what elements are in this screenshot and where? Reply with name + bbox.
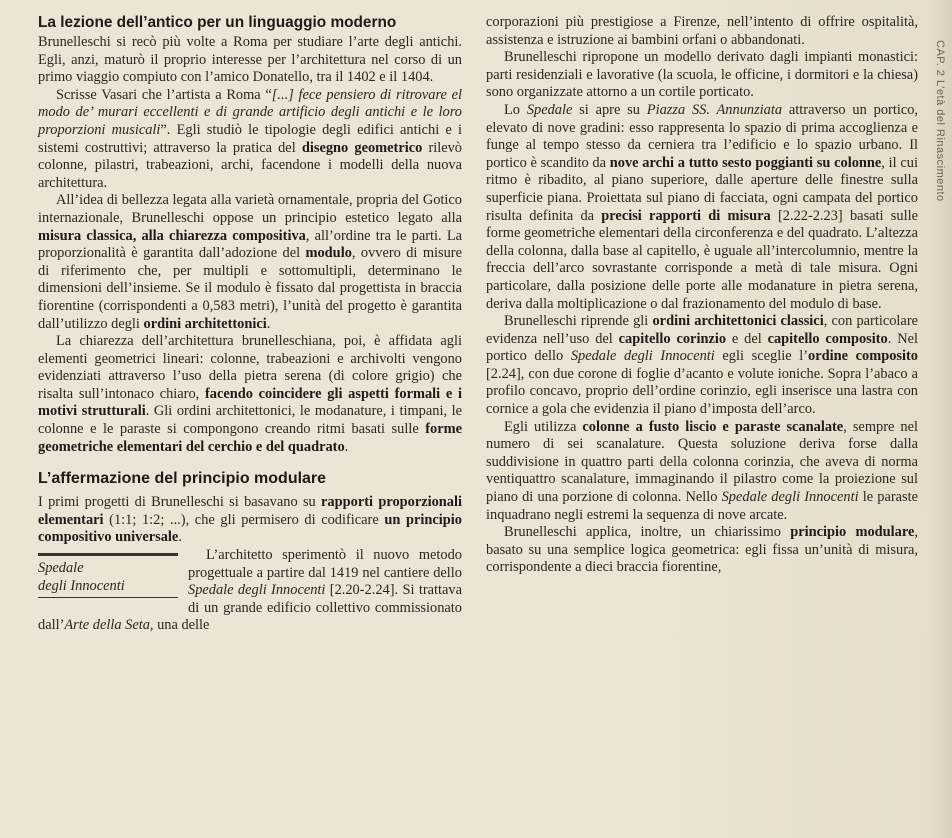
paragraph-portico: Lo Spedale si apre su Piazza SS. Annunziata attraverso un portico, elevato di nove gradini: esso rappresenta lo spazio di prima accoglienza e funge al tempo stesso da cerniera tra l’edificio e lo spazio urbano. Il portico è scandito da nove archi a tutto sesto poggianti su colonne, il cui ritmo è ribadito, al piano superiore, dalle aperture delle finestre sulla superficie piana. Proiettata sul piano di facciata, ogni campata del portico risulta definita da precisi rapporti di misura [2.22-2.23] basati sulle forme geometriche elementari della circonferenza e del quadrato. L’altezza della colonna, dalla base al capitello, è uguale all’intercolumnio, mentre la freccia dell’arco sovrastante corrisponde a metà di tale misura. Ogni particolare, dalla posizione delle porte alle modanature in pietra serena, deriva dalla moltiplicazione o dal frazionamento del modulo di base. xyxy=(486,101,918,312)
edge-chapter-label: CAP. 2 L’età del Rinascimento xyxy=(934,40,946,202)
paragraph-spedale: L’architetto sperimentò il nuovo metodo progettuale a partire dal 1419 nel cantiere dello Spedale degli Innocenti [2.20-2.24]. Si trattava di un grande edificio collettivo commissionato dall’Arte della Seta, una delle xyxy=(38,547,462,634)
paragraph-modular-principle: Brunelleschi applica, inoltre, un chiarissimo principio modulare, basato su una semplice logica geometrica: egli fissa un’unità di misura, corrispondente a dieci braccia fiorentine, xyxy=(486,524,918,576)
right-column xyxy=(486,14,918,577)
paragraph-rome-study: Brunelleschi si recò più volte a Roma per studiare l’arte degli antichi. Egli, anzi, maturò il proprio interesse per l’architettura nel corso di un primo viaggio compiuto con l’amico Donatello, tra il 1402 e il 1404. xyxy=(38,34,462,86)
section-heading-modular: L’affermazione del principio modulare xyxy=(38,470,327,488)
paragraph-columns: Egli utilizza colonne a fusto liscio e paraste scanalate, sempre nel numero di sei scanalature. Questa soluzione deriva forse dalla suddivisione in quattro parti della colonna corinzia, che aveva di norma ventiquattro scanalature, immaginando il pilastro come la proiezione sul piano di una porzione di colonna. Nello Spedale degli Innocenti le paraste inquadrano negli estremi la sequenza di nove arcate. xyxy=(486,418,918,523)
paragraph-vasari: Scrisse Vasari che l’artista a Roma “[...] fece pensiero di ritrovare el modo de’ murari eccellenti e di grande artificio degli antichi e le loro proporzioni musicali”. Egli studiò le tipologie degli edifici antichi e i sistemi costruttivi; attraverso la pratica del disegno geometrico rilevò colonne, pilastri, trabeazioni, archi, facendone i modelli della nuova architettura. xyxy=(38,86,463,191)
side-label-rule-bottom xyxy=(38,597,178,598)
side-label-line2: degli Innocenti xyxy=(38,577,125,594)
paragraph-corporations: corporazioni più prestigiose a Firenze, nell’intento di offrire ospitalità, assistenza e istruzione ai bambini orfani o abbandonati. xyxy=(486,14,918,48)
paragraph-classical-measure: All’idea di bellezza legata alla varietà ornamentale, propria del Gotico internazionale, Brunelleschi oppose un principio estetico legato alla misura classica, alla chiarezza compositiva, all’ordine tra le parti. La proporzionalità è garantita dall’adozione del modulo, ovvero di misure di riferimento che, per multipli e sottomultipli, determinano le dimensioni dell’insieme. Se il modulo è fissato dal progettista in braccia fiorentine (corrispondenti a 0,583 metri), l’unità del progetto è garantita dall’utilizzo degli ordini architettonici. xyxy=(38,192,462,332)
left-column xyxy=(38,14,462,635)
side-label-spedale xyxy=(38,553,178,598)
paragraph-proportional-ratios: I primi progetti di Brunelleschi si basavano su rapporti proporzionali elementari (1:1; 1:2; ...), che gli permisero di codificare un principio compositivo universale. xyxy=(38,494,463,546)
paragraph-monastic-model: Brunelleschi ripropone un modello derivato dagli impianti monastici: parti residenziali e lavorative (la scuola, le officine, i dormitori e la chiesa) sono organizzate attorno a un cortile porticato. xyxy=(486,49,918,101)
paragraph-orders: Brunelleschi riprende gli ordini architettonici classici, con particolare evidenza nell’uso del capitello corinzio e del capitello composito. Nel portico dello Spedale degli Innocenti egli sceglie l’ordine composito [2.24], con due corone di foglie d’acanto e volute ioniche. Sopra l’abaco a profilo concavo, proprio dell’ordine corinzio, egli inserisce una lastra con cornice a gola che evidenzia il piano d’imposta dell’arco. xyxy=(486,313,918,418)
side-label-rule-top xyxy=(38,553,178,556)
page-edge-tab xyxy=(928,0,952,838)
chapter-heading: La lezione dell’antico per un linguaggio moderno xyxy=(38,14,397,31)
paragraph-clarity: La chiarezza dell’architettura brunelleschiana, poi, è affidata agli elementi geometrici lineari: colonne, trabeazioni e archivolti vengono evidenziati attraverso l’uso della pietra serena (di colore grigio) che risalta sull’intonaco chiaro, facendo coincidere gli aspetti formali e i motivi strutturali. Gli ordini architettonici, le modanature, i timpani, le colonne e le paraste si compongono creando ritmi basati sulle forme geometriche elementari del cerchio e del quadrato. xyxy=(38,333,463,455)
side-label-line1: Spedale xyxy=(38,560,84,577)
